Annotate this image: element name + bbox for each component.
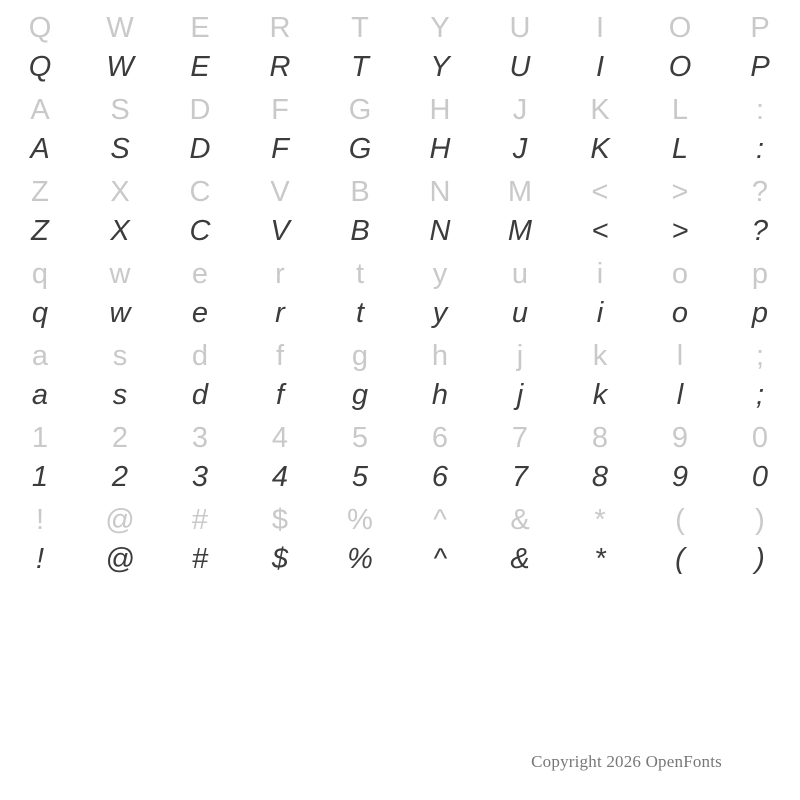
glyph-cell: # bbox=[191, 504, 209, 536]
glyph-cell: 7 bbox=[511, 422, 529, 454]
glyph-cell: $ bbox=[271, 543, 289, 575]
glyph-row-light bbox=[0, 332, 800, 373]
glyph-cell: @ bbox=[105, 504, 135, 536]
glyph-cell: ! bbox=[35, 504, 45, 536]
glyph-row-italic bbox=[0, 209, 800, 250]
glyph-cell: a bbox=[31, 340, 49, 372]
glyph-cell: 7 bbox=[511, 461, 529, 493]
glyph-cell: g bbox=[351, 340, 369, 372]
glyph-cell: I bbox=[595, 51, 605, 83]
glyph-cell: j bbox=[516, 340, 524, 372]
glyph-cell: o bbox=[671, 297, 689, 329]
glyph-cell: C bbox=[189, 176, 211, 208]
glyph-cell: M bbox=[507, 215, 533, 247]
glyph-cell: q bbox=[31, 258, 49, 290]
glyph-cell: p bbox=[751, 258, 769, 290]
glyph-cell: Y bbox=[430, 51, 450, 83]
glyph-cell: 3 bbox=[191, 461, 209, 493]
glyph-cell: T bbox=[351, 12, 369, 44]
glyph-row-light bbox=[0, 250, 800, 291]
glyph-cell: ^ bbox=[433, 504, 447, 536]
glyph-cell: * bbox=[594, 504, 606, 536]
glyph-cell: Z bbox=[31, 176, 49, 208]
glyph-cell: w bbox=[109, 297, 131, 329]
glyph-cell: J bbox=[512, 133, 528, 165]
glyph-cell: u bbox=[511, 297, 529, 329]
glyph-cell: X bbox=[110, 215, 130, 247]
glyph-cell: D bbox=[189, 94, 211, 126]
glyph-cell: a bbox=[31, 379, 49, 411]
glyph-cell: @ bbox=[105, 543, 135, 575]
glyph-cell: B bbox=[350, 215, 370, 247]
glyph-cell: O bbox=[668, 51, 692, 83]
glyph-cell: N bbox=[429, 176, 451, 208]
glyph-cell: P bbox=[750, 51, 770, 83]
glyph-cell: A bbox=[30, 133, 50, 165]
glyph-cell: r bbox=[275, 297, 285, 329]
glyph-row-light bbox=[0, 496, 800, 537]
glyph-cell: o bbox=[671, 258, 689, 290]
glyph-cell: ( bbox=[675, 504, 685, 536]
glyph-cell: E bbox=[190, 51, 210, 83]
glyph-cell: E bbox=[190, 12, 210, 44]
glyph-cell: q bbox=[31, 297, 49, 329]
glyph-row-light bbox=[0, 168, 800, 209]
glyph-cell: % bbox=[347, 504, 373, 536]
glyph-cell: 1 bbox=[31, 461, 49, 493]
glyph-row-italic bbox=[0, 291, 800, 332]
glyph-cell: e bbox=[191, 258, 209, 290]
glyph-cell: d bbox=[191, 340, 209, 372]
glyph-cell: I bbox=[595, 12, 605, 44]
glyph-cell: : bbox=[755, 94, 765, 126]
glyph-cell: h bbox=[431, 340, 449, 372]
glyph-cell: Y bbox=[430, 12, 450, 44]
glyph-cell: T bbox=[351, 51, 369, 83]
glyph-cell: w bbox=[109, 258, 131, 290]
glyph-cell: M bbox=[507, 176, 533, 208]
glyph-cell: N bbox=[429, 215, 451, 247]
glyph-cell: y bbox=[432, 258, 448, 290]
glyph-cell: J bbox=[512, 94, 528, 126]
glyph-cell: ? bbox=[751, 176, 769, 208]
glyph-cell: F bbox=[271, 133, 289, 165]
glyph-cell: $ bbox=[271, 504, 289, 536]
glyph-cell: ) bbox=[755, 543, 765, 575]
glyph-cell: k bbox=[592, 379, 608, 411]
glyph-cell: R bbox=[269, 51, 291, 83]
glyph-cell: e bbox=[191, 297, 209, 329]
glyph-cell: 0 bbox=[751, 461, 769, 493]
glyph-cell: h bbox=[431, 379, 449, 411]
glyph-cell: r bbox=[275, 258, 285, 290]
glyph-cell: > bbox=[671, 176, 689, 208]
glyph-cell: d bbox=[191, 379, 209, 411]
glyph-cell: : bbox=[755, 133, 765, 165]
glyph-row-italic bbox=[0, 45, 800, 86]
glyph-cell: k bbox=[592, 340, 608, 372]
glyph-cell: 9 bbox=[671, 461, 689, 493]
glyph-cell: p bbox=[751, 297, 769, 329]
glyph-row-light bbox=[0, 4, 800, 45]
glyph-cell: l bbox=[676, 379, 684, 411]
glyph-cell: B bbox=[350, 176, 370, 208]
glyph-cell: l bbox=[676, 340, 684, 372]
glyph-cell: U bbox=[509, 12, 531, 44]
glyph-row-italic bbox=[0, 537, 800, 578]
glyph-cell: F bbox=[271, 94, 289, 126]
glyph-cell: t bbox=[355, 258, 365, 290]
glyph-cell: i bbox=[596, 297, 604, 329]
glyph-cell: 6 bbox=[431, 461, 449, 493]
glyph-cell: 4 bbox=[271, 461, 289, 493]
glyph-cell: y bbox=[432, 297, 448, 329]
glyph-cell: S bbox=[110, 94, 130, 126]
glyph-cell: W bbox=[106, 12, 134, 44]
glyph-cell: ^ bbox=[433, 543, 447, 575]
glyph-cell: Q bbox=[28, 51, 52, 83]
glyph-cell: > bbox=[671, 215, 689, 247]
glyph-cell: ; bbox=[755, 340, 765, 372]
glyph-cell: S bbox=[110, 133, 130, 165]
glyph-cell: ( bbox=[675, 543, 685, 575]
glyph-cell: % bbox=[347, 543, 373, 575]
glyph-cell: f bbox=[275, 340, 285, 372]
glyph-cell: G bbox=[348, 94, 372, 126]
glyph-cell: 2 bbox=[111, 461, 129, 493]
glyph-cell: K bbox=[590, 94, 610, 126]
glyph-cell: 0 bbox=[751, 422, 769, 454]
glyph-cell: t bbox=[355, 297, 365, 329]
copyright-notice: Copyright 2026 OpenFonts bbox=[531, 752, 722, 771]
glyph-cell: u bbox=[511, 258, 529, 290]
glyph-cell: 4 bbox=[271, 422, 289, 454]
glyph-cell: R bbox=[269, 12, 291, 44]
glyph-cell: 6 bbox=[431, 422, 449, 454]
glyph-row-italic bbox=[0, 127, 800, 168]
glyph-cell: # bbox=[191, 543, 209, 575]
glyph-cell: 5 bbox=[351, 422, 369, 454]
glyph-cell: ; bbox=[755, 379, 765, 411]
glyph-cell: 9 bbox=[671, 422, 689, 454]
glyph-cell: & bbox=[510, 504, 530, 536]
glyph-cell: K bbox=[590, 133, 610, 165]
glyph-cell: L bbox=[671, 94, 689, 126]
glyph-cell: 3 bbox=[191, 422, 209, 454]
glyph-cell: O bbox=[668, 12, 692, 44]
glyph-cell: 5 bbox=[351, 461, 369, 493]
glyph-cell: W bbox=[106, 51, 134, 83]
glyph-cell: f bbox=[275, 379, 285, 411]
glyph-cell: H bbox=[429, 94, 451, 126]
glyph-cell: Z bbox=[31, 215, 49, 247]
glyph-row-light bbox=[0, 414, 800, 455]
glyph-cell: U bbox=[509, 51, 531, 83]
glyph-cell: i bbox=[596, 258, 604, 290]
glyph-cell: V bbox=[270, 215, 290, 247]
glyph-cell: < bbox=[591, 215, 609, 247]
glyph-cell: * bbox=[594, 543, 606, 575]
glyph-cell: A bbox=[30, 94, 50, 126]
glyph-cell: ! bbox=[35, 543, 45, 575]
glyph-cell: V bbox=[270, 176, 290, 208]
glyph-cell: D bbox=[189, 133, 211, 165]
glyph-cell: ? bbox=[751, 215, 769, 247]
glyph-cell: 8 bbox=[591, 461, 609, 493]
glyph-cell: < bbox=[591, 176, 609, 208]
glyph-row-light bbox=[0, 86, 800, 127]
glyph-cell: s bbox=[112, 379, 128, 411]
glyph-row-italic bbox=[0, 455, 800, 496]
glyph-cell: C bbox=[189, 215, 211, 247]
glyph-cell: 1 bbox=[31, 422, 49, 454]
glyph-cell: P bbox=[750, 12, 770, 44]
glyph-row-italic bbox=[0, 373, 800, 414]
glyph-cell: 2 bbox=[111, 422, 129, 454]
glyph-cell: L bbox=[671, 133, 689, 165]
glyph-cell: G bbox=[348, 133, 372, 165]
glyph-cell: H bbox=[429, 133, 451, 165]
glyph-cell: s bbox=[112, 340, 128, 372]
glyph-cell: ) bbox=[755, 504, 765, 536]
glyph-cell: X bbox=[110, 176, 130, 208]
glyph-cell: Q bbox=[28, 12, 52, 44]
glyph-cell: j bbox=[516, 379, 524, 411]
glyph-cell: & bbox=[510, 543, 530, 575]
glyph-cell: g bbox=[351, 379, 369, 411]
glyph-cell: 8 bbox=[591, 422, 609, 454]
